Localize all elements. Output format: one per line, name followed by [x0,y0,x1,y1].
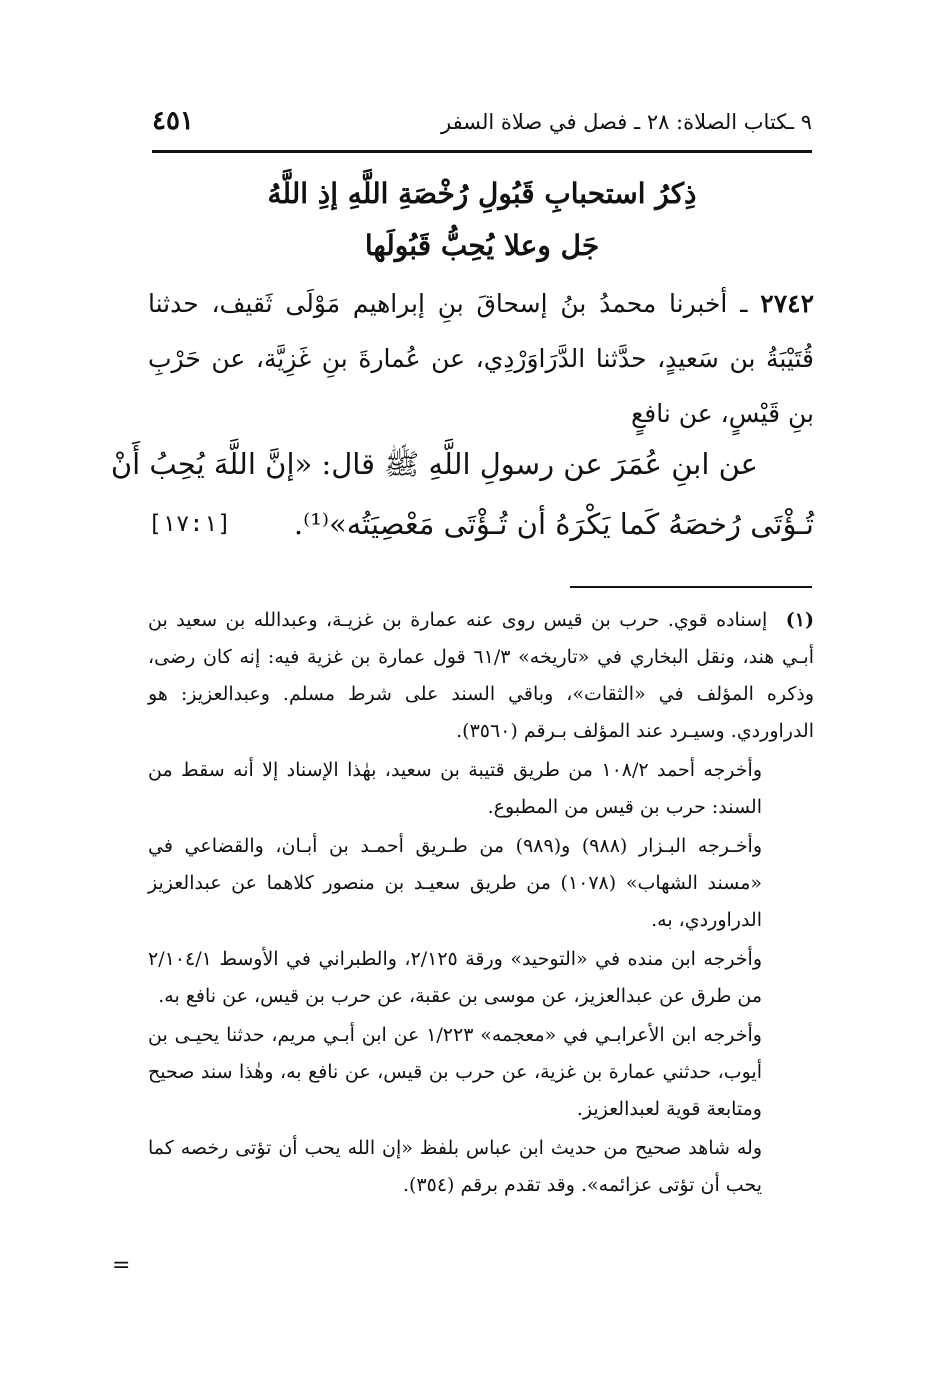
footnote-divider [570,586,812,588]
footnote-paragraph: وأخرجه ابن منده في «التوحيد» ورقة ٢/١٢٥، والطبراني في الأوسط ٢/١٠٤/١ من طرق عن عبدالعزيز، عن موسى بن عقبة، عن حرب بن قيس، عن نافع به. [148,948,762,1007]
hadith-matn-line-2 [148,494,814,554]
running-title: ٩ ـكتاب الصلاة: ٢٨ ـ فصل في صلاة السفر [441,110,812,134]
footnote-marker: (١) [785,609,814,631]
hadith-isnad-text: ـ أخبرنا محمدُ بنُ إسحاقَ بنِ إبراهيم مَوْلَى ثَقيف، حدثنا قُتَيْبَةُ بن سَعيدٍ، حدَّثنا الدَّرَاوَرْدِي، عن عُمارةَ بنِ غَزِيَّة، عن حَرْبِ بنِ قَيْسٍ، عن نافعٍ [148,289,814,428]
chapter-title-line-2: جَل وعلا يُحِبُّ قَبُولَها [364,229,600,262]
footnote-paragraph: وله شاهد صحيح من حديث ابن عباس بلفظ «إن الله يحب أن تؤتى رخصه كما يحب أن تؤتى عزائمه». وقد تقدم برقم (٣٥٤). [148,1137,762,1196]
chapter-title-line-1: ذِكرُ استحبابِ قَبُولِ رُخْصَةِ اللَّهِ إذِ اللَّهُ [267,177,697,210]
footnote-paragraph: وأخرجه ابن الأعرابـي في «معجمه» ١/٢٢٣ عن ابن أبـي مريم، حدثنا يحيـى بن أيوب، حدثني عمارة بن غزية، عن حرب بن قيس، عن نافع به، وهٰذا سند صحيح ومتابعة قوية لعبدالعزيز. [148,1024,762,1120]
footnote-paragraph: وأخرجه أحمد ١٠٨/٢ من طريق قتيبة بن سعيد، بهٰذا الإسناد إلا أنه سقط من السند: حرب بن قيس من المطبوع. [148,759,762,818]
footnote-paragraph [148,602,814,750]
footnote-text: إسناده قوي. حرب بن قيس روى عنه عمارة بن غزيـة، وعبدالله بن سعيد بن أبـي هند، ونقل البخاري في «تاريخه» ٦١/٣ قول عمارة بن غزية فيه: إنه كان رضى، وذكره المؤلف في «الثقات»، وباقي السند على شرط مسلم. وعبدالعزيز: هو الدراوردي. وسيـرد عند المؤلف بـرقم (٣٥٦٠). [148,609,814,742]
hadith-reference: [١٧:١] [148,511,232,537]
footnotes [148,602,814,1204]
page-number: ٤٥١ [152,106,194,136]
hadith-isnad [148,276,814,441]
hadith-matn-line-1: عن ابنِ عُمَرَ عن رسولِ اللَّهِ ﷺ قال: «إنَّ اللَّهَ يُحِبُ أَنْ [110,447,758,481]
chapter-title [152,168,812,272]
continuation-mark: = [112,1253,131,1278]
hadith-number: ٢٧٤٢ [760,289,814,318]
footnote-paragraph: وأخـرجه البـزار (٩٨٨) و(٩٨٩) من طـريق أحمـد بن أبـان، والقضاعي في «مسند الشهاب» (١٠٧٨) من طريق سعيـد بن منصور كلاهما عن عبدالعزيز الدراوردي، به. [148,835,763,931]
page-header [152,104,812,152]
header-divider [152,150,812,153]
hadith-matn-line-2-text: تُـؤْتَى رُخصَهُ كَما يَكْرَهُ أن تُـؤْتَى مَعْصِيَتُه»⁽¹⁾. [293,507,814,541]
hadith-matn [110,434,814,554]
